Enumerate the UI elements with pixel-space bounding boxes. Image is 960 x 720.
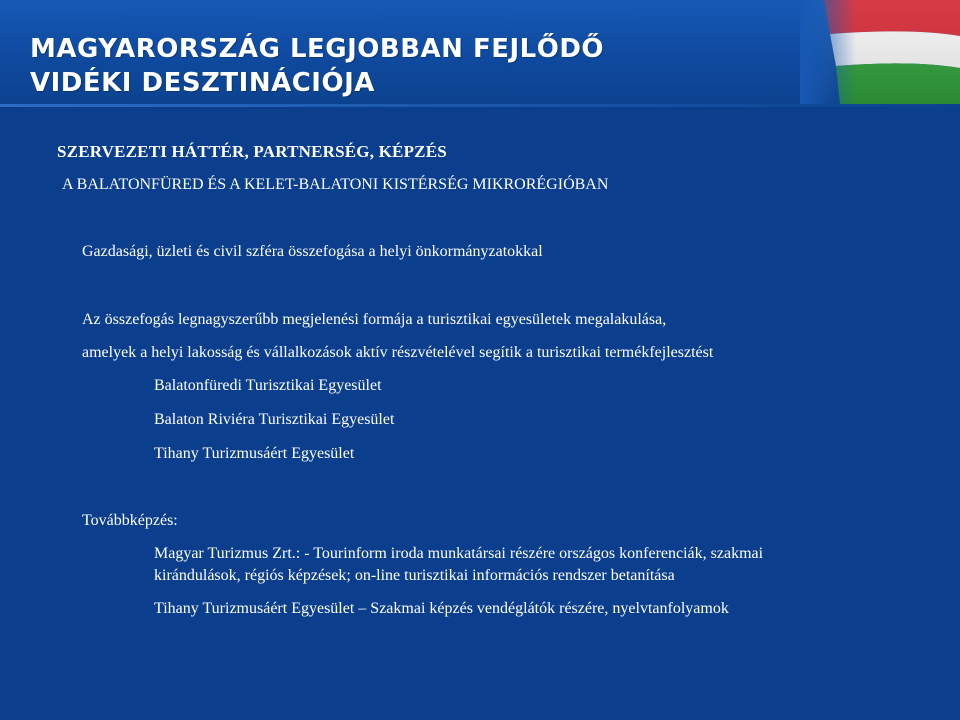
training-item1-line2: kirándulások, régiós képzések; on-line turisztikai információs rendszer betanítása <box>154 567 675 584</box>
training-label: Továbbképzés: <box>82 512 178 529</box>
slide-subheading: A BALATONFÜRED ÉS A KELET-BALATONI KISTÉRSÉG MIKRORÉGIÓBAN <box>62 176 609 193</box>
organization-item: Balaton Riviéra Turisztikai Egyesület <box>154 411 395 428</box>
slide-heading: SZERVEZETI HÁTTÉR, PARTNERSÉG, KÉPZÉS <box>57 142 447 161</box>
training-item1-line1: Magyar Turizmus Zrt.: - Tourinform iroda munkatársai részére országos konferenciák, szakmai <box>154 545 764 562</box>
header-title-line1: MAGYARORSZÁG LEGJOBBAN FEJLŐDŐ <box>30 34 605 64</box>
organization-item: Balatonfüredi Turisztikai Egyesület <box>154 377 382 394</box>
association-text-line1: Az összefogás legnagyszerűbb megjelenési formája a turisztikai egyesületek megalakulása, <box>82 311 667 328</box>
header-title-line2: VIDÉKI DESZTINÁCIÓJA <box>30 68 375 98</box>
cooperation-text: Gazdasági, üzleti és civil szféra összefogása a helyi önkormányzatokkal <box>82 243 543 260</box>
organization-item: Tihany Turizmusáért Egyesület <box>154 445 355 462</box>
training-item2: Tihany Turizmusáért Egyesület – Szakmai képzés vendéglátók részére, nyelvtanfolyamok <box>154 600 729 617</box>
association-text-line2: amelyek a helyi lakosság és vállalkozások aktív részvételével segítik a turisztikai termékfejlesztést <box>82 344 714 361</box>
